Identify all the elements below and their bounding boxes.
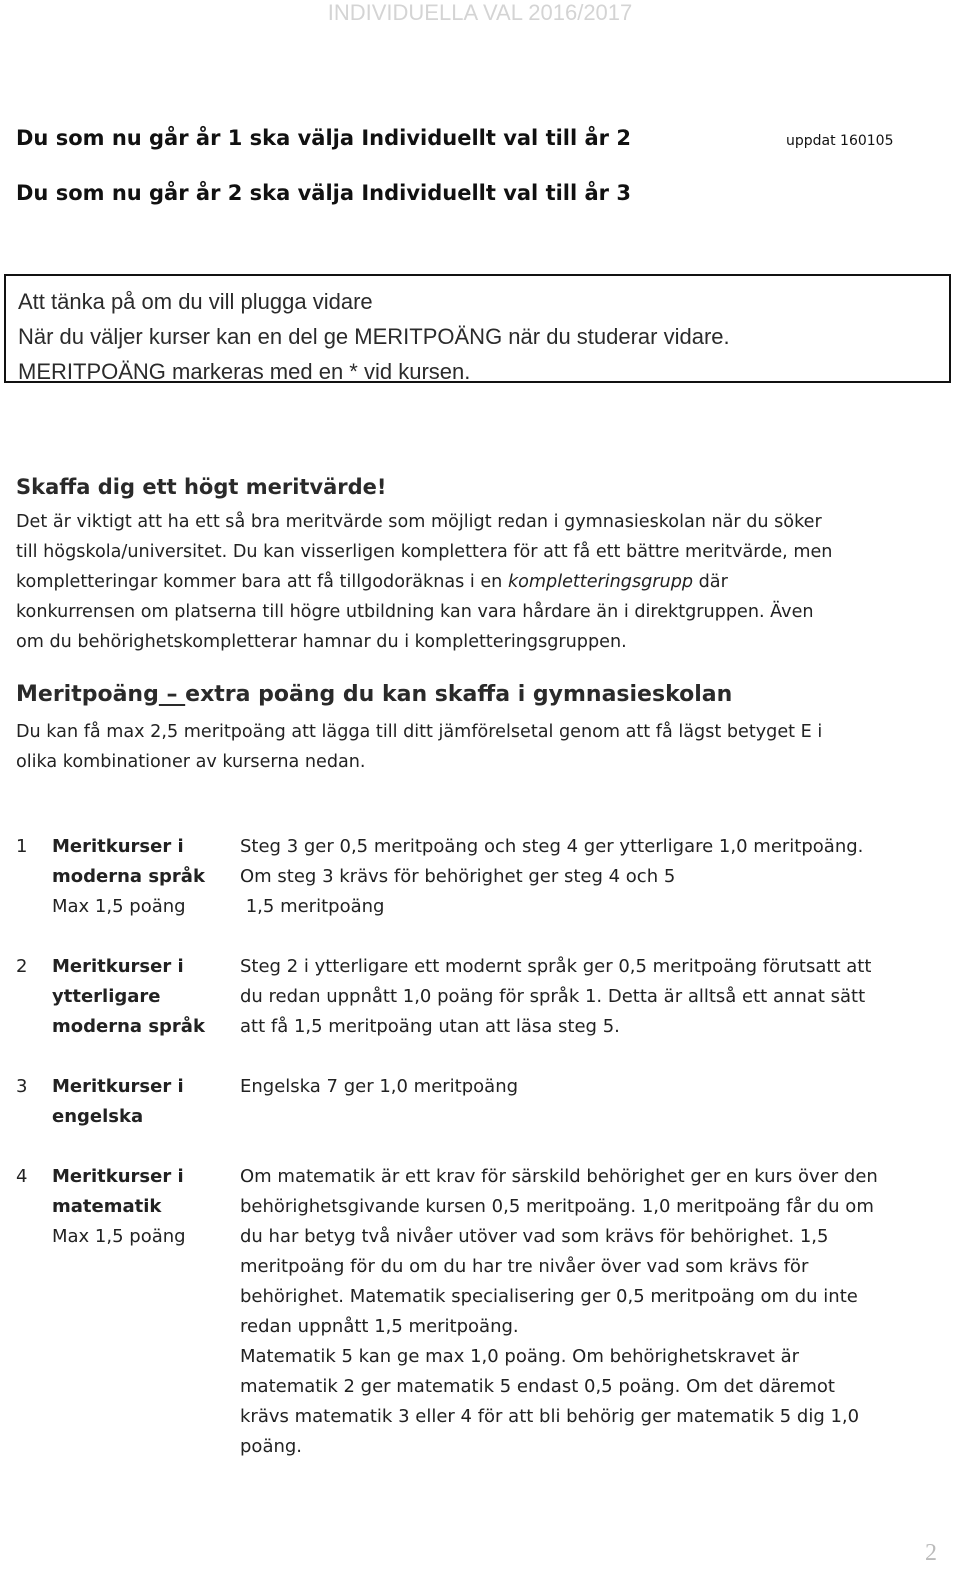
course-number: 4 (16, 1166, 28, 1187)
course-max-points: Max 1,5 poäng (52, 896, 186, 917)
course-name (52, 832, 232, 922)
title-rest: extra poäng du kan skaffa i gymnasieskolan (185, 682, 733, 707)
course-number: 2 (16, 956, 28, 977)
text-line: olika kombinationer av kurserna nedan. (16, 752, 366, 772)
course-name-line: ytterligare (52, 986, 161, 1007)
course-name (52, 1072, 232, 1132)
merit-section-text (16, 507, 946, 657)
course-description (240, 832, 960, 922)
text-line (16, 567, 946, 597)
text-line: Du kan få max 2,5 meritpoäng att lägga till ditt jämförelsetal genom att få lägst betyget E i (16, 722, 823, 742)
course-description (240, 1072, 960, 1102)
description-line: meritpoäng för du om du har tre nivåer över vad som krävs för (240, 1256, 809, 1277)
title-prefix: Meritpoäng (16, 682, 159, 707)
course-name-line: engelska (52, 1106, 144, 1127)
merit-section-title: Skaffa dig ett högt meritvärde! (16, 475, 387, 499)
text-line: Det är viktigt att ha ett så bra meritvärde som möjligt redan i gymnasieskolan när du söker (16, 512, 822, 532)
description-line: krävs matematik 3 eller 4 för att bli behörig ger matematik 5 dig 1,0 (240, 1406, 860, 1427)
course-name-line: Meritkurser i (52, 1076, 184, 1097)
course-max-points: Max 1,5 poäng (52, 1226, 186, 1247)
text-line: till högskola/universitet. Du kan visserligen komplettera för att få ett bättre meritvärde, men (16, 542, 833, 562)
notice-line: Att tänka på om du vill plugga vidare (18, 289, 373, 314)
course-name-line: Meritkurser i (52, 1166, 184, 1187)
text-segment: där (693, 572, 728, 592)
course-name (52, 1162, 232, 1252)
description-line: Steg 2 i ytterligare ett modernt språk ger 0,5 meritpoäng förutsatt att (240, 956, 872, 977)
course-name-line: moderna språk (52, 1016, 205, 1037)
description-line: Steg 3 ger 0,5 meritpoäng och steg 4 ger ytterligare 1,0 meritpoäng. (240, 836, 864, 857)
text-line: konkurrensen om platserna till högre utbildning kan vara hårdare än i direktgruppen. Även (16, 602, 814, 622)
updated-date: uppdat 160105 (786, 133, 894, 149)
notice-line: När du väljer kurser kan en del ge MERITPOÄNG när du studerar vidare. (18, 324, 730, 349)
course-name (52, 952, 232, 1042)
emphasis-term: kompletteringsgrupp (507, 572, 694, 592)
description-line: matematik 2 ger matematik 5 endast 0,5 poäng. Om det däremot (240, 1376, 835, 1397)
course-description (240, 1162, 960, 1462)
course-number: 1 (16, 836, 28, 857)
description-line: Om matematik är ett krav för särskild behörighet ger en kurs över den (240, 1166, 878, 1187)
heading-year-1: Du som nu går år 1 ska välja Individuellt val till år 2 (16, 126, 631, 150)
notice-box (4, 274, 951, 383)
description-line: redan uppnått 1,5 meritpoäng. (240, 1316, 519, 1337)
points-section-text (16, 717, 946, 777)
course-number: 3 (16, 1076, 28, 1097)
course-name-line: matematik (52, 1196, 162, 1217)
course-name-line: Meritkurser i (52, 836, 184, 857)
running-header: INDIVIDUELLA VAL 2016/2017 (327, 0, 633, 25)
heading-year-2: Du som nu går år 2 ska välja Individuellt val till år 3 (16, 181, 631, 205)
points-section-title (16, 680, 732, 710)
text-segment: kompletteringar kommer bara att få tillgodoräknas i en (16, 572, 508, 592)
description-line: behörighetsgivande kursen 0,5 meritpoäng. 1,0 meritpoäng får du om (240, 1196, 874, 1217)
course-description (240, 952, 960, 1042)
description-line: du redan uppnått 1,0 poäng för språk 1. Detta är alltså ett annat sätt (240, 986, 866, 1007)
description-line: Om steg 3 krävs för behörighet ger steg 4 och 5 (240, 866, 676, 887)
description-line: Matematik 5 kan ge max 1,0 poäng. Om behörighetskravet är (240, 1346, 800, 1367)
notice-line: MERITPOÄNG markeras med en * vid kursen. (18, 359, 471, 384)
description-line: behörighet. Matematik specialisering ger 0,5 meritpoäng om du inte (240, 1286, 858, 1307)
title-dash: – (158, 682, 186, 707)
description-line: att få 1,5 meritpoäng utan att läsa steg 5. (240, 1016, 620, 1037)
description-line: du har betyg två nivåer utöver vad som krävs för behörighet. 1,5 (240, 1226, 829, 1247)
description-line: 1,5 meritpoäng (240, 896, 385, 917)
text-line: om du behörighetskompletterar hamnar du i kompletteringsgruppen. (16, 632, 627, 652)
course-name-line: Meritkurser i (52, 956, 184, 977)
page-number: 2 (925, 1540, 937, 1566)
description-line: poäng. (240, 1436, 303, 1457)
course-name-line: moderna språk (52, 866, 205, 887)
description-line: Engelska 7 ger 1,0 meritpoäng (240, 1076, 519, 1097)
